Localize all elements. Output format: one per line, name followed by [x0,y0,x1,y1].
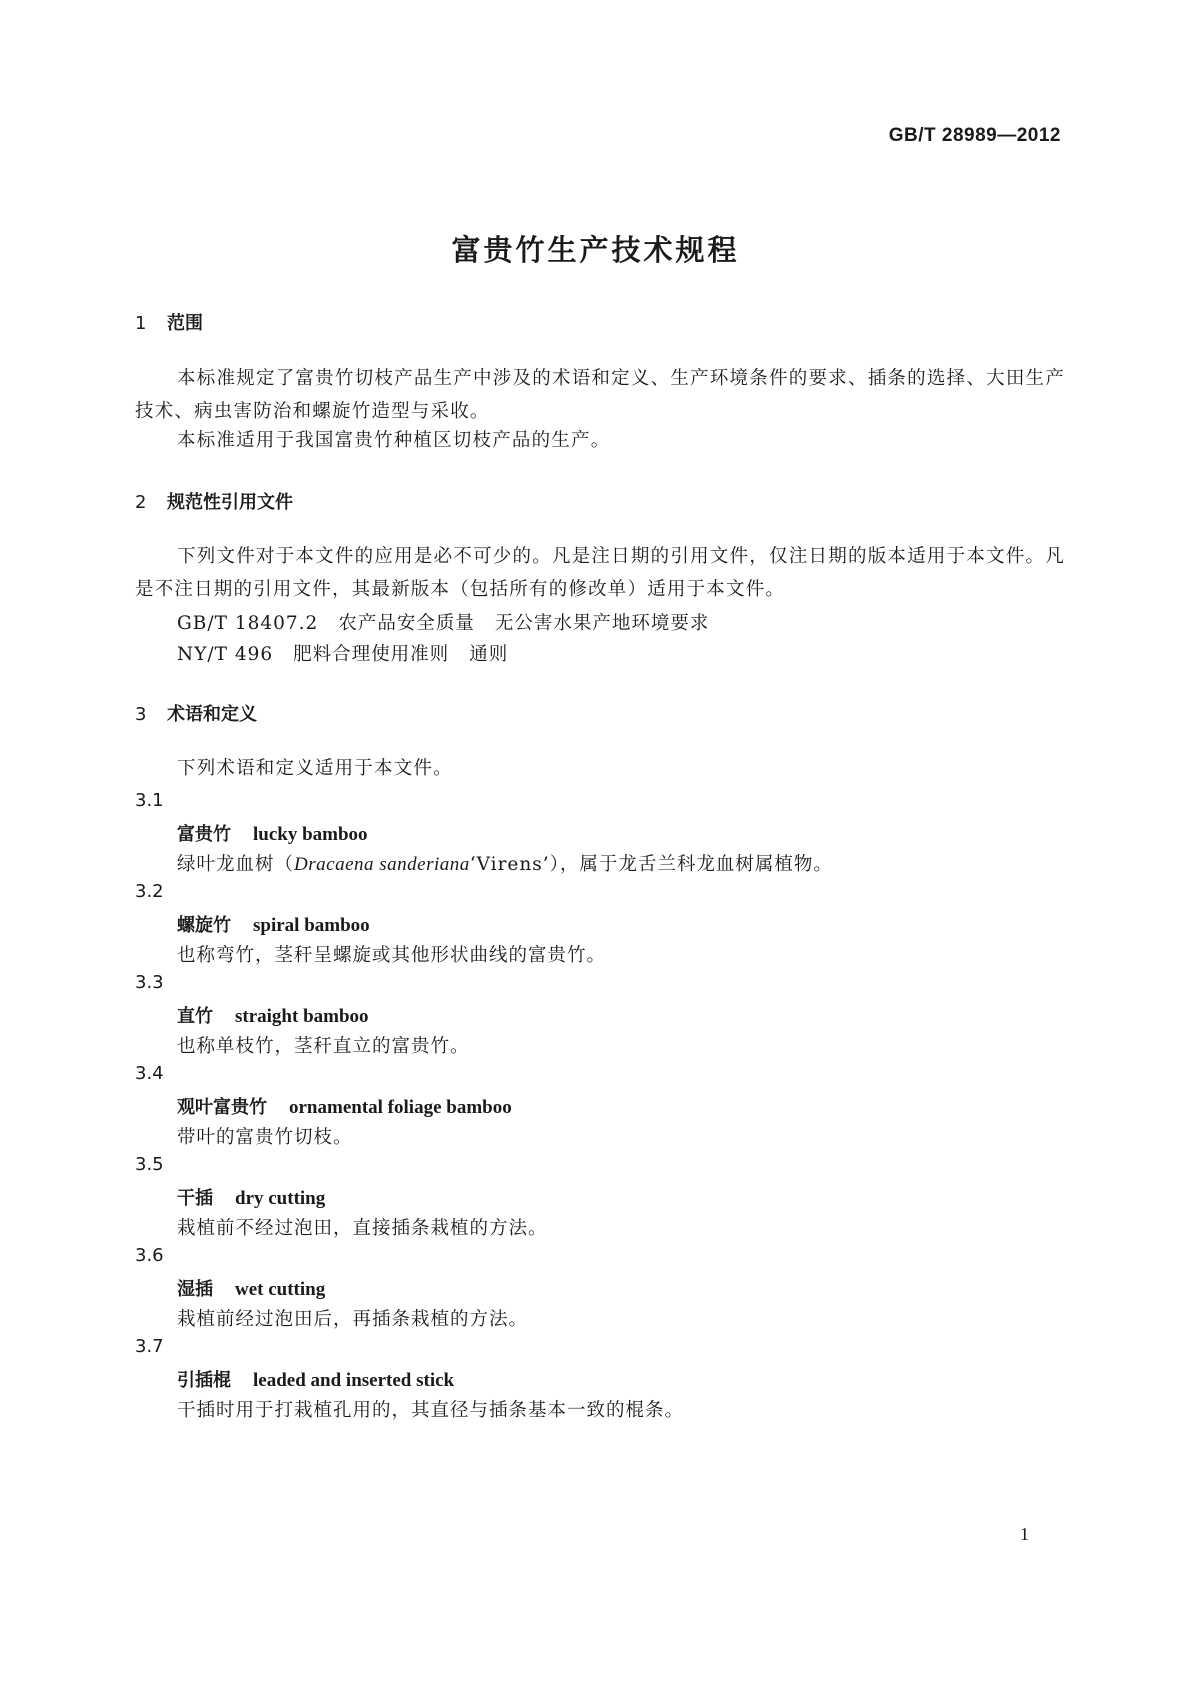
section-3-heading [135,700,257,726]
section-title: 术语和定义 [167,704,257,725]
term-zh: 直竹 [177,1006,213,1027]
section-2-heading [135,488,293,514]
term-definition: 带叶的富贵竹切枝。 [177,1127,353,1148]
reference-subtitle: 通则 [469,644,509,665]
term-zh: 螺旋竹 [177,915,231,936]
term-zh: 干插 [177,1188,213,1209]
term-heading [177,1275,325,1301]
term-number: 3.4 [135,1063,164,1084]
term-zh: 湿插 [177,1279,213,1300]
term-definition: 绿叶龙血树（Dracaena sanderiana‘Virens’），属于龙舌兰科龙血树属植物。 [177,854,833,875]
term-heading [177,1184,325,1210]
page-number: 1 [1020,1524,1029,1544]
reference-item [177,640,508,666]
term-zh: 观叶富贵竹 [177,1097,267,1118]
term-zh: 引插棍 [177,1370,231,1391]
term-heading [177,820,368,846]
reference-title: 肥料合理使用准则 [293,644,450,665]
term-number: 3.7 [135,1336,164,1357]
section-1-heading [135,309,203,335]
section-number: 3 [135,704,147,725]
reference-item [177,609,709,635]
section-2-paragraph-1: 下列文件对于本文件的应用是必不可少的。凡是注日期的引用文件，仅注日期的版本适用于本文件。凡是不注日期的引用文件，其最新版本（包括所有的修改单）适用于本文件。 [135,546,1065,600]
section-1-paragraph-2: 本标准适用于我国富贵竹种植区切枝产品的生产。 [177,430,611,451]
latin-name: Dracaena sanderiana [294,854,470,875]
term-en: spiral bamboo [253,915,370,936]
term-number: 3.6 [135,1245,164,1266]
term-heading [177,1093,512,1119]
section-3-paragraph-1: 下列术语和定义适用于本文件。 [177,758,453,779]
term-zh: 富贵竹 [177,824,231,845]
term-number: 3.5 [135,1154,164,1175]
term-number: 3.3 [135,972,164,993]
section-number: 1 [135,313,147,334]
reference-subtitle: 无公害水果产地环境要求 [494,613,710,634]
term-number: 3.1 [135,790,164,811]
document-title: 富贵竹生产技术规程 [451,233,740,267]
term-heading [177,1002,369,1028]
term-en: straight bamboo [235,1006,369,1027]
term-number: 3.2 [135,881,164,902]
term-en: leaded and inserted stick [253,1370,455,1391]
term-definition: 栽植前经过泡田后，再插条栽植的方法。 [177,1309,529,1330]
term-definition: 也称弯竹，茎秆呈螺旋或其他形状曲线的富贵竹。 [177,945,607,966]
term-en: ornamental foliage bamboo [289,1097,512,1118]
reference-title: 农产品安全质量 [338,613,475,634]
term-heading [177,911,370,937]
section-number: 2 [135,492,147,513]
term-definition: 也称单枝竹，茎秆直立的富贵竹。 [177,1036,470,1057]
section-title: 规范性引用文件 [167,492,293,513]
section-title: 范围 [167,313,203,334]
reference-code: GB/T 18407.2 [177,613,319,634]
term-definition: 干插时用于打栽植孔用的，其直径与插条基本一致的棍条。 [177,1400,685,1421]
term-definition: 栽植前不经过泡田，直接插条栽植的方法。 [177,1218,548,1239]
reference-code: NY/T 496 [177,644,274,665]
section-1-paragraph-1: 本标准规定了富贵竹切枝产品生产中涉及的术语和定义、生产环境条件的要求、插条的选择、大田生产技术、病虫害防治和螺旋竹造型与采收。 [135,368,1065,422]
term-heading [177,1366,454,1392]
term-en: lucky bamboo [253,824,368,845]
term-en: dry cutting [235,1188,326,1209]
standard-code: GB/T 28989—2012 [888,125,1061,146]
term-en: wet cutting [235,1279,326,1300]
